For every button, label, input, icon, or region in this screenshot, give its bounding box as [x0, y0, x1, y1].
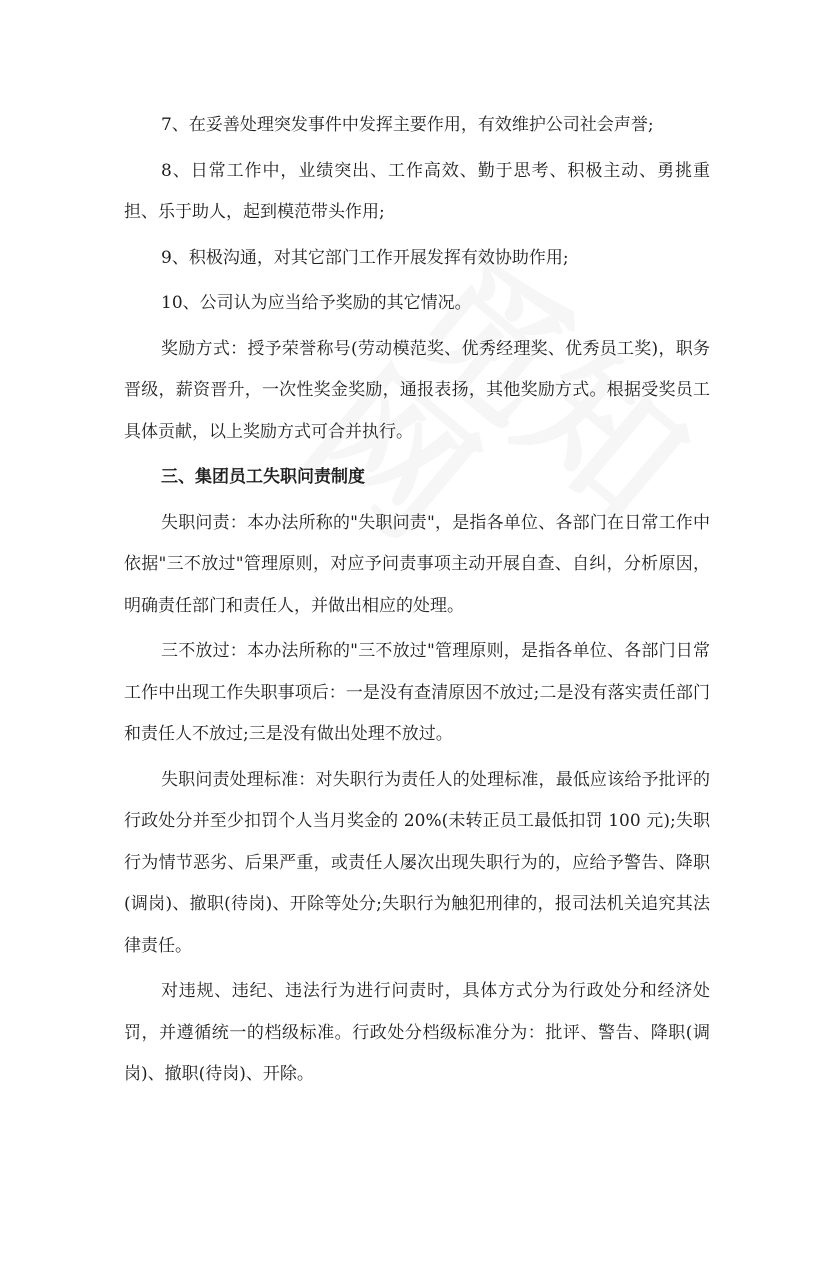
dereliction-definition-paragraph: 失职问责：本办法所称的"失职问责"，是指各单位、各部门在日常工作中依据"三不放过"管理原则，对应予问责事项主动开展自查、自纠，分析原因，明确责任部门和责任人，并做出相应的处理。 — [124, 512, 710, 616]
violations-paragraph: 对违规、违纪、违法行为进行问责时，具体方式分为行政处分和经济处罚，并遵循统一的档级标准。行政处分档级标准分为：批评、警告、降职(调岗)、撤职(待岗)、开除。 — [124, 981, 710, 1084]
list-item-8: 8、日常工作中，业绩突出、工作高效、勤于思考、积极主动、勇挑重担、乐于助人，起到模范带头作用; — [124, 160, 710, 222]
reward-method-paragraph: 奖励方式：授予荣誉称号(劳动模范奖、优秀经理奖、优秀员工奖)，职务晋级，薪资晋升，一次性奖金奖励，通报表扬，其他奖励方式。根据受奖员工具体贡献，以上奖励方式可合并执行。 — [124, 338, 710, 442]
handling-standard-paragraph: 失职问责处理标准：对失职行为责任人的处理标准，最低应该给予批评的行政处分并至少扣罚个人当月奖金的 20%(未转正员工最低扣罚 100 元);失职行为情节恶劣、后果严重，或责任人屡次出现失职行为的，应给予警告、降职(调岗)、撤职(待岗)、开除等处分;失职行为触犯刑律的，报司法机关追究其法律责任。 — [124, 769, 710, 956]
three-not-release-paragraph: 三不放过：本办法所称的"三不放过"管理原则，是指各单位、各部门日常工作中出现工作失职事项后：一是没有查清原因不放过;二是没有落实责任部门和责任人不放过;三是没有做出处理不放过。 — [124, 641, 710, 744]
section-heading: 三、集团员工失职问责制度 — [161, 467, 365, 487]
document-body — [124, 105, 710, 1096]
list-item-10: 10、公司认为应当给予奖励的其它情况。 — [161, 293, 472, 313]
list-item-9: 9、积极沟通，对其它部门工作开展发挥有效协助作用; — [161, 247, 569, 268]
list-item-7: 7、在妥善处理突发事件中发挥主要作用，有效维护公司社会声誉; — [161, 115, 654, 135]
